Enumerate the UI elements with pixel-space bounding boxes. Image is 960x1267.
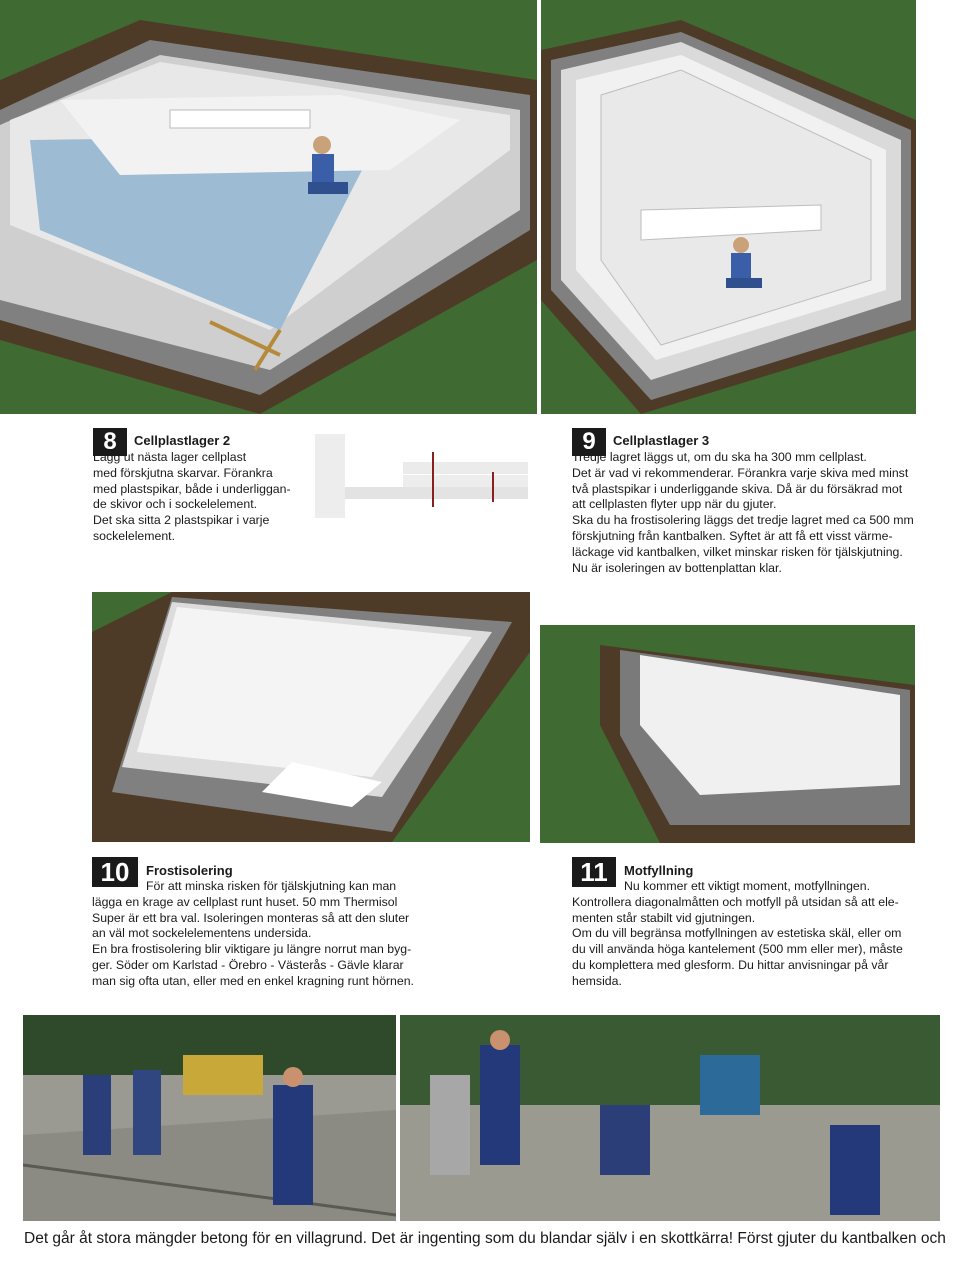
photo-concrete-pour-right [400, 1015, 940, 1245]
illustration-step-9 [541, 0, 916, 414]
step-9-body: Tredje lagret läggs ut, om du ska ha 300 mm cellplast. Det är vad vi rekommenderar. Förankra varje skiva med minst två plastspikar i underliggande skiva. Då är du försäkrad mot att cellplasten flyter upp när du gjuter. Ska du ha frostisolering läggs det tredje lagret med ca 500 mm förskjutning från kantbalken. Syftet är att få ett visst värme- läckage vid kantbalken, vilket minskar risken för tjälskjutning. Nu är isoleringen av bottenplattan klar. [572, 450, 914, 575]
step-11-title: Motfyllning [624, 863, 694, 878]
step-10-title: Frostisolering [146, 863, 233, 878]
step-8-badge: 8 [93, 428, 127, 456]
step-10-body [92, 879, 432, 990]
photo-concrete-pour-left [23, 1015, 396, 1245]
step-11-badge: 11 [572, 857, 616, 887]
illustration-step-10 [92, 592, 530, 842]
step-11-body-text: Nu kommer ett viktigt moment, motfyllningen. Kontrollera diagonalmåtten och motfyll på utsidan så att ele- menten står stabilt vid gjutningen. Om du vill begränsa motfyllningen av estetiska skäl, eller om du vill använda höga kantelement (500 mm eller mer), måste du komplettera med glesform. Du hittar anvisningar på vår hemsida. [572, 879, 903, 988]
step-10-badge: 10 [92, 857, 138, 887]
page-caption: Det går åt stora mängder betong för en villagrund. Det är ingenting som du blandar själv i en skottkärra! Först gjuter du kantbalken och [0, 1221, 960, 1267]
step-8-layer-diagram [313, 432, 528, 520]
step-9-title: Cellplastlager 3 [613, 433, 710, 448]
step-8-title: Cellplastlager 2 [134, 433, 231, 448]
illustration-step-8 [0, 0, 537, 414]
step-9-badge: 9 [572, 428, 606, 456]
step-10-body-text: För att minska risken för tjälskjutning kan man lägga en krage av cellplast runt huset. 50 mm Thermisol Super är ett bra val. Isoleringen monteras så att den sluter an väl mot sockelelementens undersida. En bra frostisolering blir viktigare ju längre norrut man byg- ger. Söder om Karlstad - Örebro - Västerås - Gävle klarar man sig ofta utan, eller med en enkel kragning runt hörnen. [92, 879, 414, 988]
step-11-body [572, 879, 917, 990]
illustration-step-11 [540, 625, 915, 843]
step-8-body: Lägg ut nästa lager cellplast med förskjutna skarvar. Förankra med plastspikar, både i underliggan- de skivor och i sockelelement. Det ska sitta 2 plastspikar i varje sockelelement. [93, 450, 291, 543]
